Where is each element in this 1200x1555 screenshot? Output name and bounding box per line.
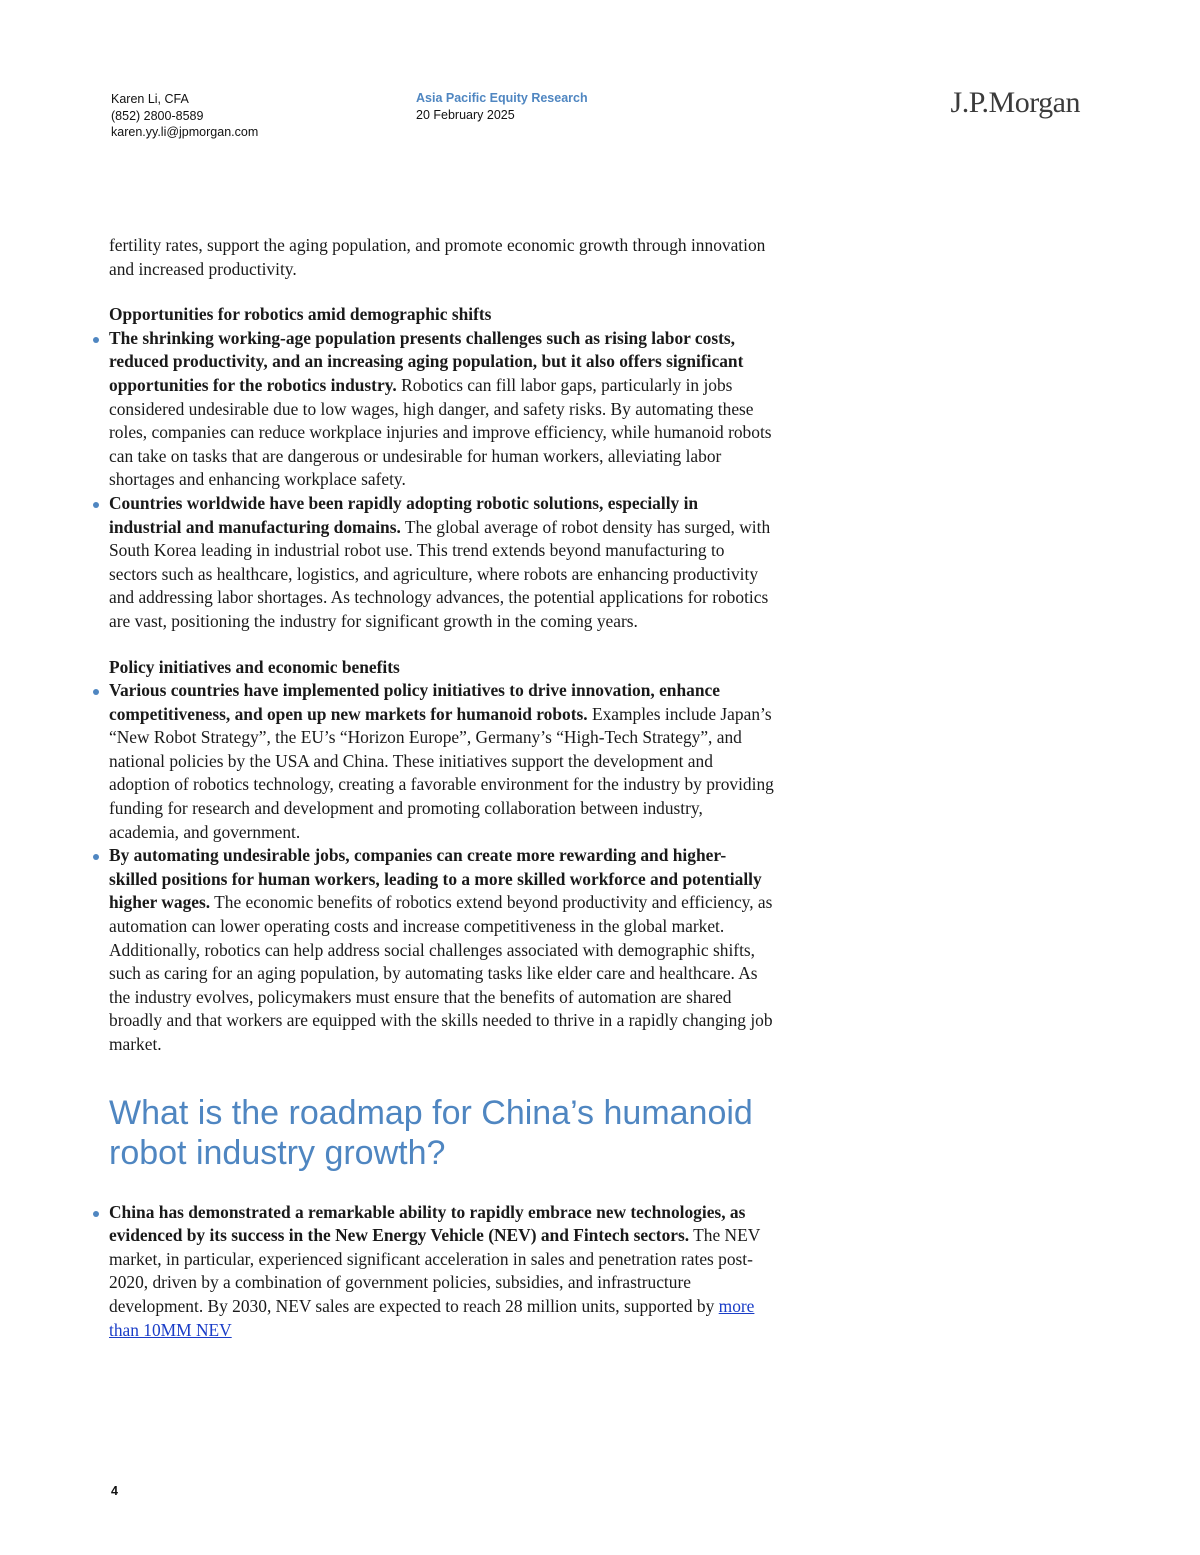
bullet-lead: The shrinking working-age population presents challenges such as rising labor costs, reduced productivity, and an increasing aging population, but it also offers significant opportunities for the robotics industry. xyxy=(109,327,744,395)
report-series: Asia Pacific Equity Research xyxy=(416,91,588,105)
author-email: karen.yy.li@jpmorgan.com xyxy=(111,125,259,139)
report-info xyxy=(416,90,588,123)
bullet-lead: Various countries have implemented policy initiatives to drive innovation, enhance competitiveness, and open up new markets for humanoid robots. xyxy=(109,680,720,724)
author-phone: (852) 2800-8589 xyxy=(111,108,204,123)
author-block xyxy=(111,91,258,141)
roadmap-bullet-list xyxy=(109,1201,774,1343)
section-heading-policy: Policy initiatives and economic benefits xyxy=(109,656,400,677)
bullet-body: The economic benefits of robotics extend beyond productivity and efficiency, as automation can lower operating costs and increase competitiveness in the global market. Additionally, robotics can help address social challenges associated with demographic shifts, such as caring for an aging population, by automating tasks like elder care and healthcare. As the industry evolves, policymakers must ensure that the benefits of automation are shared broadly and that workers are equipped with the skills needed to thrive in a rapidly changing job market. xyxy=(109,892,773,1054)
bullet-body: The global average of robot density has surged, with South Korea leading in industrial robot use. This trend extends beyond manufacturing to sectors such as healthcare, logistics, and agriculture, where robots are enhancing productivity and addressing labor shortages. As technology advances, the potential applications for robotics are vast, positioning the industry for significant growth in the coming years. xyxy=(109,516,771,631)
opportunities-bullet-list xyxy=(109,327,774,634)
page-number: 4 xyxy=(111,1484,118,1498)
policy-bullet-list xyxy=(109,679,774,1057)
section-heading-opportunities: Opportunities for robotics amid demographic shifts xyxy=(109,304,492,325)
bullet-body: Examples include Japan’s “New Robot Strategy”, the EU’s “Horizon Europe”, Germany’s “High-Tech Strategy”, and national policies by the USA and China. These initiatives support the development and adoption of robotics technology, creating a favorable environment for the industry by providing funding for research and development and promoting collaboration between industry, academia, and government. xyxy=(109,703,774,842)
bullet-item xyxy=(109,679,774,844)
bullet-item xyxy=(109,1201,774,1343)
bullet-lead: China has demonstrated a remarkable ability to rapidly embrace new technologies, as evidenced by its success in the New Energy Vehicle (NEV) and Fintech sectors. xyxy=(109,1201,746,1246)
report-date: 20 February 2025 xyxy=(416,107,515,122)
bullet-item xyxy=(109,327,774,492)
author-name: Karen Li, CFA xyxy=(111,92,189,106)
nev-link[interactable]: more than 10MM NEV xyxy=(109,1295,755,1340)
bullet-item xyxy=(109,492,774,634)
bullet-body: The NEV market, in particular, experienced significant acceleration in sales and penetration rates post-2020, driven by a combination of government policies, subsidies, and infrastructure development. By 2030, NEV sales are expected to reach 28 million units, supported by xyxy=(109,1225,760,1316)
bullet-item xyxy=(109,844,774,1056)
roadmap-section-title: What is the roadmap for China’s humanoid robot industry growth? xyxy=(109,1093,753,1172)
bullet-body: Robotics can fill labor gaps, particularly in jobs considered undesirable due to low wages, high danger, and safety risks. By automating these roles, companies can reduce workplace injuries and improve efficiency, while humanoid robots can take on tasks that are dangerous or undesirable for human workers, alleviating labor shortages and enhancing workplace safety. xyxy=(109,374,772,490)
jpmorgan-logo: J.P.Morgan xyxy=(950,86,1080,119)
bullet-lead: Countries worldwide have been rapidly adopting robotic solutions, especially in industrial and manufacturing domains. xyxy=(109,492,699,537)
bullet-lead: By automating undesirable jobs, companies can create more rewarding and higher-skilled positions for human workers, leading to a more skilled workforce and potentially higher wages. xyxy=(109,845,762,913)
page-body xyxy=(109,234,774,1342)
intro-paragraph: fertility rates, support the aging population, and promote economic growth through innovation and increased productivity. xyxy=(109,235,766,279)
